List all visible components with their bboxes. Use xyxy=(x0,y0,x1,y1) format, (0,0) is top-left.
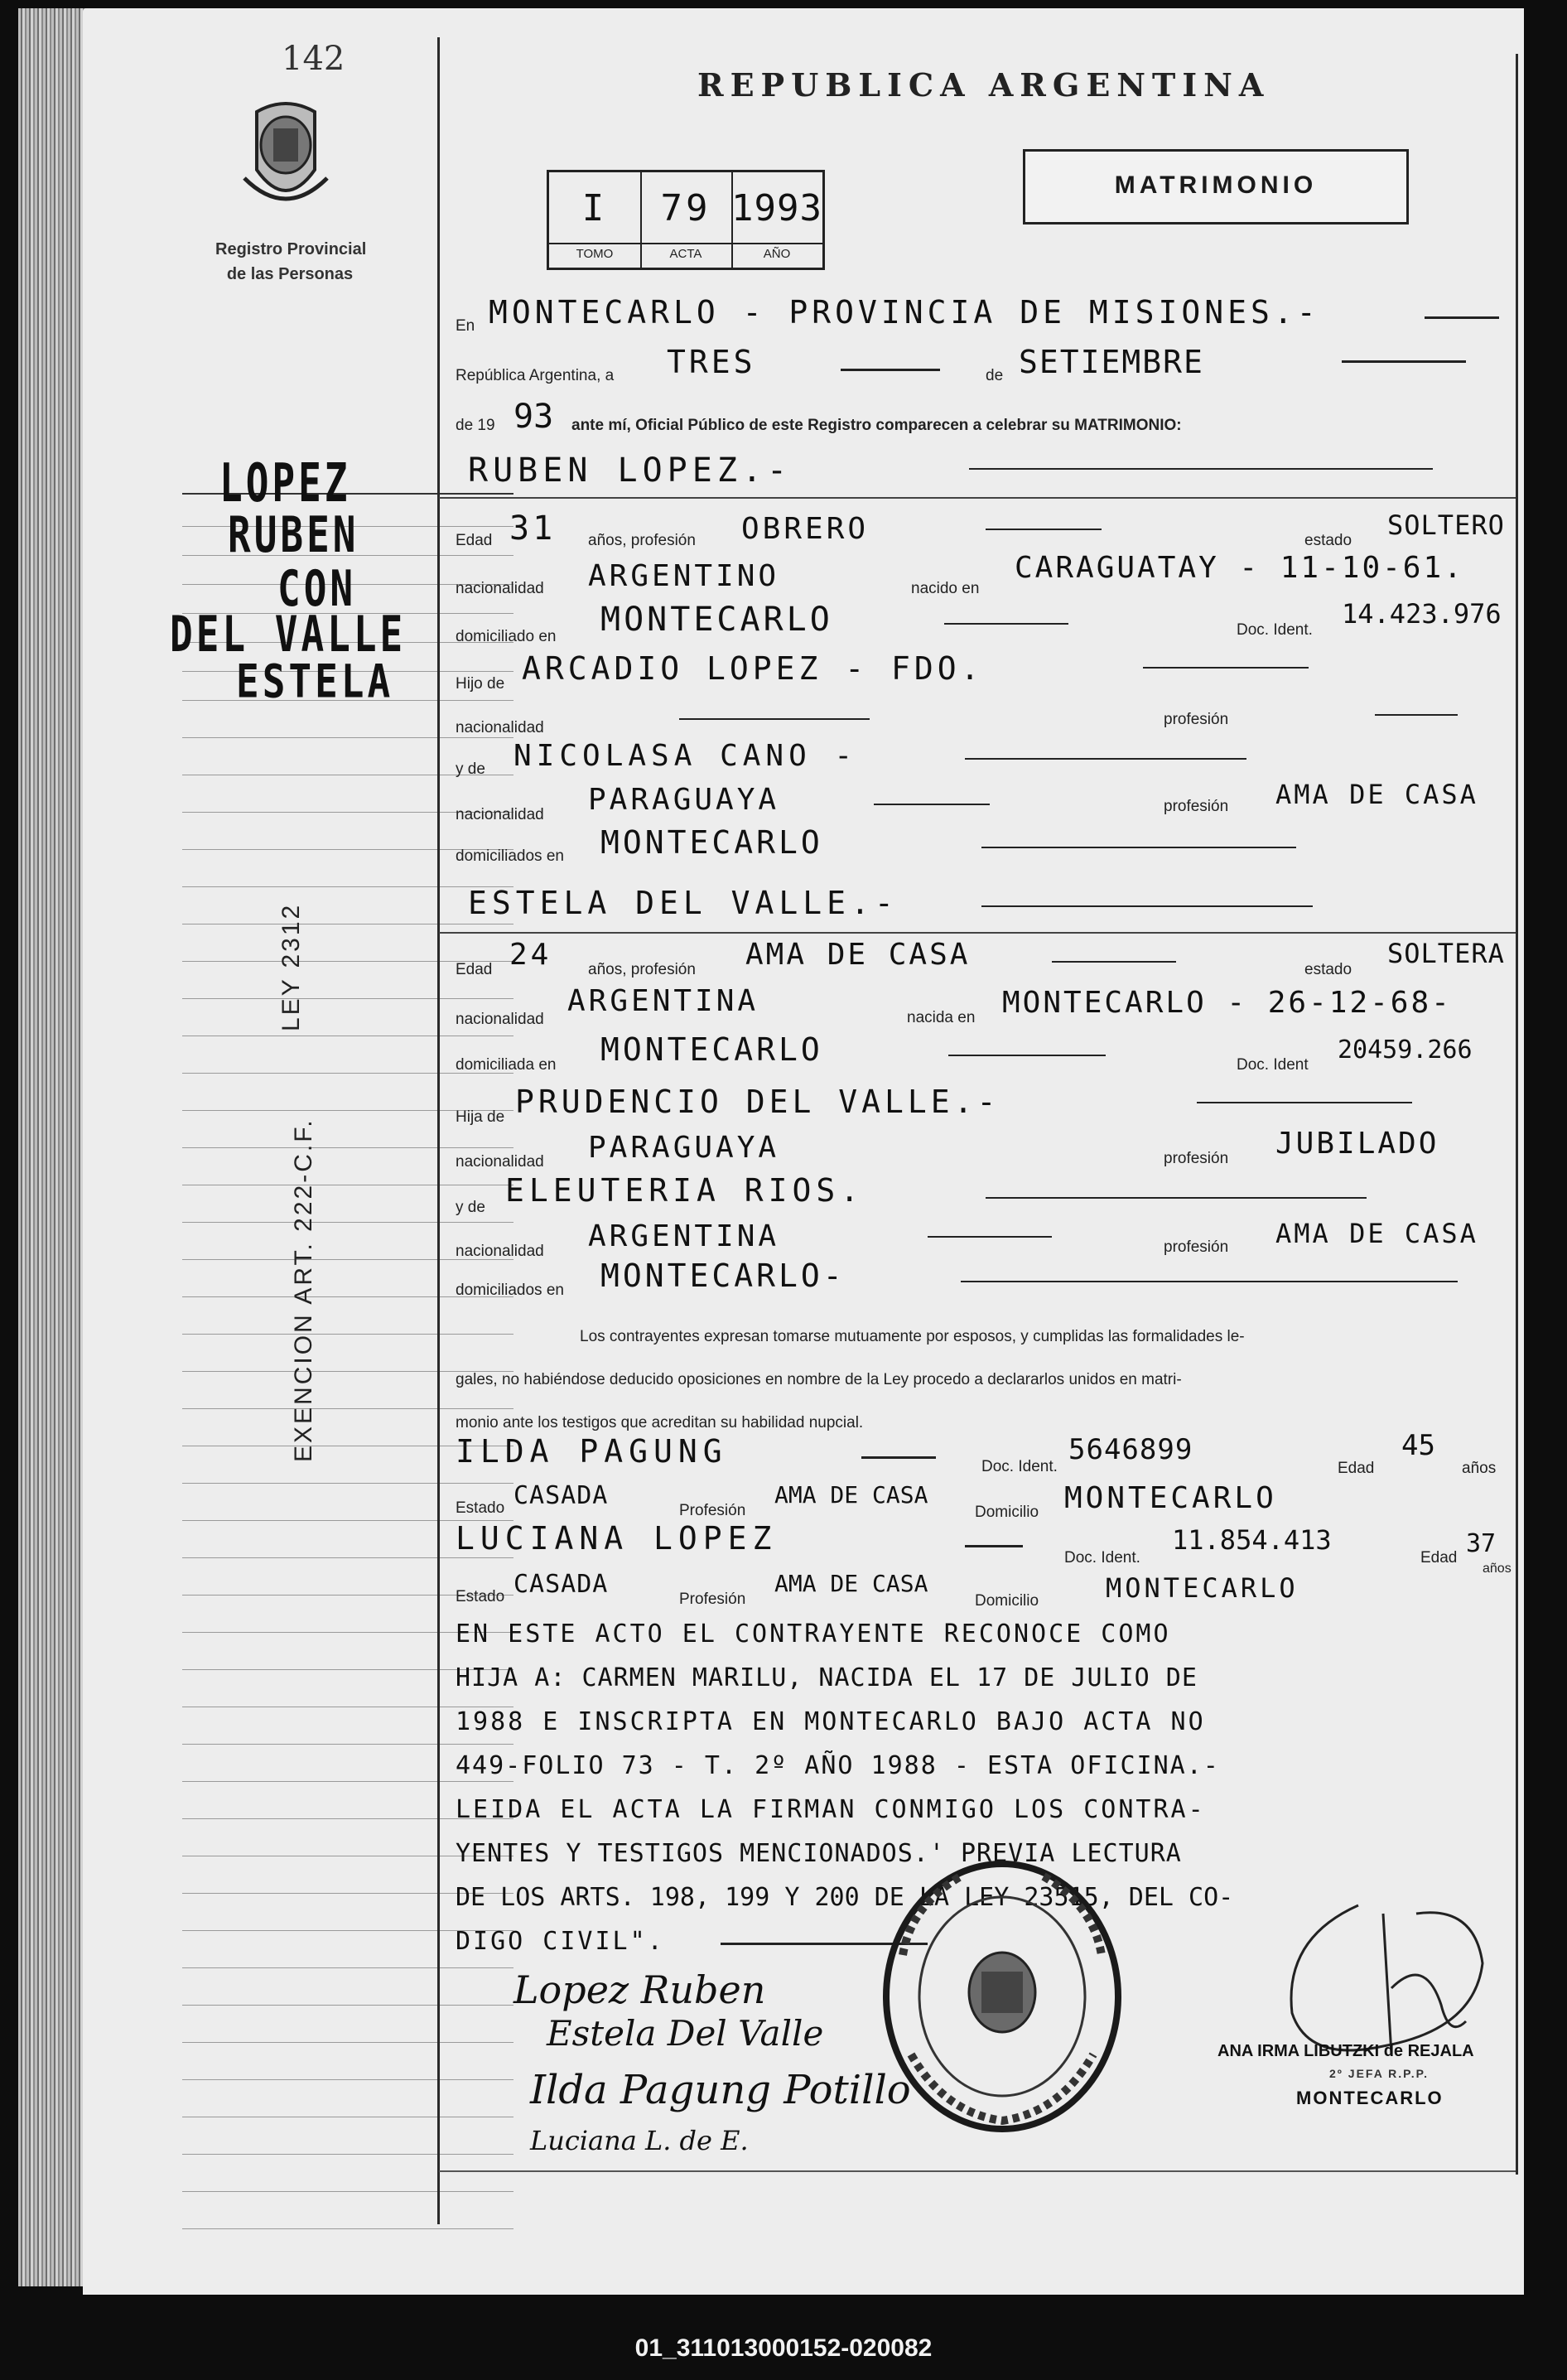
bride-label-nacida: nacida en xyxy=(907,1009,976,1026)
acta-label: ACTA xyxy=(669,247,702,261)
bride-profession: AMA DE CASA xyxy=(745,938,971,972)
witness1-label-profesion: Profesión xyxy=(679,1502,746,1519)
bride-label-doc: Doc. Ident xyxy=(1237,1056,1309,1074)
fill-dash xyxy=(1143,667,1309,669)
fill-dash xyxy=(965,1545,1023,1547)
bride-mother: ELEUTERIA RIOS. xyxy=(505,1172,865,1209)
witness2-age: 37 xyxy=(1466,1529,1497,1558)
groom-label-doc: Doc. Ident. xyxy=(1237,621,1313,639)
groom-birthplace: CARAGUATAY - 11-10-61. xyxy=(1015,551,1464,585)
registry-ref-table xyxy=(547,170,825,270)
witness2-doc-id: 11.854.413 xyxy=(1172,1524,1332,1556)
fill-dash xyxy=(861,1456,936,1459)
day-value: TRES xyxy=(667,344,756,380)
margin-rule xyxy=(182,1557,513,1558)
scan-code-footer: 01_311013000152-020082 xyxy=(634,2334,933,2362)
margin-rule xyxy=(182,2042,513,2043)
bride-label-domicilio: domiciliada en xyxy=(456,1056,557,1074)
label-year-prefix: de 19 xyxy=(456,417,495,434)
bride-label-father-nat: nacionalidad xyxy=(456,1153,544,1171)
label-rest: ante mí, Oficial Público de este Registro comparecen a celebrar su MATRIMONIO: xyxy=(571,417,1182,434)
bride-label-nacionalidad: nacionalidad xyxy=(456,1011,544,1028)
groom-name: RUBEN LOPEZ.- xyxy=(468,451,793,490)
witness2-civil-state: CASADA xyxy=(513,1570,609,1599)
bride-doc-id: 20459.266 xyxy=(1338,1036,1473,1064)
document-page xyxy=(83,8,1524,2295)
bride-label-mother-nat: nacionalidad xyxy=(456,1243,544,1260)
margin-rule xyxy=(182,1744,513,1745)
bride-father: PRUDENCIO DEL VALLE.- xyxy=(515,1084,1000,1120)
fill-dash xyxy=(986,1197,1367,1199)
groom-label-y-de: y de xyxy=(456,760,485,778)
official-city: MONTECARLO xyxy=(1296,2088,1444,2108)
groom-nationality: ARGENTINO xyxy=(588,559,780,593)
fill-dash xyxy=(928,1236,1052,1238)
anio-label: AÑO xyxy=(763,247,791,261)
bride-label-hija: Hija de xyxy=(456,1108,505,1126)
folio-number: 142 xyxy=(282,40,345,78)
bride-father-nationality: PARAGUAYA xyxy=(588,1131,780,1165)
groom-label-edad: Edad xyxy=(456,532,493,549)
note-line5: LEIDA EL ACTA LA FIRMAN CONMIGO LOS CONTRA- xyxy=(456,1795,1206,1824)
bride-nationality: ARGENTINA xyxy=(567,984,759,1018)
margin-rule xyxy=(182,998,513,999)
fill-dash xyxy=(1425,316,1499,319)
fill-dash xyxy=(679,718,870,720)
groom-label-father-nat: nacionalidad xyxy=(456,719,544,736)
margin-name-first: RUBEN xyxy=(228,505,359,564)
margin-rule xyxy=(182,1147,513,1148)
bride-label-y-de: y de xyxy=(456,1199,485,1216)
note-line6: YENTES Y TESTIGOS MENCIONADOS.' PREVIA LECTURA xyxy=(456,1839,1182,1868)
bottom-rule xyxy=(439,2170,1516,2172)
witness2-label-doc: Doc. Ident. xyxy=(1064,1549,1140,1567)
act-type-box xyxy=(1023,149,1409,224)
groom-label-nacido: nacido en xyxy=(911,580,980,597)
bride-mother-profession: AMA DE CASA xyxy=(1275,1218,1478,1249)
margin-rule xyxy=(182,1781,513,1782)
bride-name: ESTELA DEL VALLE.- xyxy=(468,885,899,921)
section-rule xyxy=(439,932,1516,934)
margin-rule xyxy=(182,886,513,887)
witness1-age: 45 xyxy=(1401,1429,1435,1462)
margin-name-bride-first: ESTELA xyxy=(236,654,394,708)
groom-age: 31 xyxy=(509,509,557,548)
fill-dash xyxy=(874,804,990,805)
groom-label-hijo: Hijo de xyxy=(456,675,505,693)
fill-dash xyxy=(981,847,1296,848)
witness2-domicile: MONTECARLO xyxy=(1106,1572,1299,1604)
groom-doc-id: 14.423.976 xyxy=(1342,598,1502,630)
fill-dash xyxy=(965,758,1246,760)
signature-witness1: Ilda Pagung Potillo xyxy=(530,2067,911,2113)
tomo-label: TOMO xyxy=(576,247,614,261)
margin-name-bride-surname: DEL VALLE xyxy=(170,605,407,664)
declaration-line3: monio ante los testigos que acreditan su habilidad nupcial. xyxy=(456,1414,864,1431)
margin-rule xyxy=(182,2228,513,2229)
margin-rule xyxy=(182,2079,513,2080)
witness2-label-domicilio: Domicilio xyxy=(975,1592,1039,1610)
official-title: 2º JEFA R.P.P. xyxy=(1329,2067,1430,2080)
margin-rule xyxy=(182,2154,513,2155)
label-de: de xyxy=(986,367,1004,384)
margin-rule xyxy=(182,2005,513,2006)
witness1-label-anos: años xyxy=(1462,1460,1497,1477)
fill-dash xyxy=(841,369,940,371)
witness2-label-estado: Estado xyxy=(456,1588,505,1605)
margin-rule xyxy=(182,737,513,738)
groom-label-parents-dom: domiciliados en xyxy=(456,847,564,865)
groom-mother-nationality: PARAGUAYA xyxy=(588,783,780,817)
margin-name-con: CON xyxy=(277,559,357,618)
groom-civil-state: SOLTERO xyxy=(1387,509,1505,541)
fill-dash xyxy=(969,468,1433,470)
margin-rule xyxy=(182,1222,513,1223)
acta-value: 79 xyxy=(660,187,711,229)
fill-dash xyxy=(948,1055,1106,1056)
stamp-line2: EXENCION ART. 222-C.F. xyxy=(290,1118,317,1462)
witness2-label-profesion: Profesión xyxy=(679,1591,746,1608)
groom-parents-domicile: MONTECARLO xyxy=(600,824,823,861)
margin-rule xyxy=(182,1408,513,1409)
groom-label-mother-prof: profesión xyxy=(1164,798,1229,815)
fill-dash xyxy=(1375,714,1458,716)
bride-parents-domicile: MONTECARLO- xyxy=(600,1258,846,1294)
signature-bride: Estela Del Valle xyxy=(547,2013,824,2054)
note-line3: 1988 E INSCRIPTA EN MONTECARLO BAJO ACTA NO xyxy=(456,1707,1206,1736)
anio-value: 1993 xyxy=(731,187,822,229)
fill-dash xyxy=(961,1281,1458,1282)
right-border xyxy=(1516,54,1518,2175)
note-line2: HIJA A: CARMEN MARILU, NACIDA EL 17 DE JULIO DE xyxy=(456,1663,1198,1692)
official-name: ANA IRMA LIBUTZKI de REJALA xyxy=(1217,2042,1474,2060)
bride-label-profesion: años, profesión xyxy=(588,961,696,978)
fill-dash xyxy=(981,905,1313,907)
official-seal-icon xyxy=(878,1856,1126,2137)
witness1-domicile: MONTECARLO xyxy=(1064,1481,1277,1515)
note-line4: 449-FOLIO 73 - T. 2º AÑO 1988 - ESTA OFICINA.- xyxy=(456,1751,1220,1780)
country-header: REPUBLICA ARGENTINA xyxy=(697,66,1270,104)
signature-groom: Lopez Ruben xyxy=(513,1967,766,2012)
witness1-label-domicilio: Domicilio xyxy=(975,1504,1039,1521)
witness1-label-edad: Edad xyxy=(1338,1460,1375,1477)
registry-line1: Registro Provincial xyxy=(215,240,367,258)
bride-age: 24 xyxy=(509,938,552,972)
bride-birthplace: MONTECARLO - 26-12-68- xyxy=(1002,986,1452,1020)
bride-civil-state: SOLTERA xyxy=(1387,938,1505,969)
groom-mother-profession: AMA DE CASA xyxy=(1275,779,1478,810)
groom-label-profesion: años, profesión xyxy=(588,532,696,549)
place-value: MONTECARLO - PROVINCIA DE MISIONES.- xyxy=(489,294,1320,331)
fill-dash xyxy=(944,623,1068,625)
groom-label-father-prof: profesión xyxy=(1164,711,1229,728)
label-en: En xyxy=(456,317,475,335)
groom-mother: NICOLASA CANO - xyxy=(513,739,858,773)
margin-rule xyxy=(182,1483,513,1484)
registry-line2: de las Personas xyxy=(226,265,354,283)
act-type: MATRIMONIO xyxy=(1114,171,1318,199)
declaration-line1: Los contrayentes expresan tomarse mutuamente por esposos, y cumplidas las formalidades le- xyxy=(580,1328,1245,1345)
year-suffix: 93 xyxy=(513,398,554,436)
bride-mother-nationality: ARGENTINA xyxy=(588,1219,780,1253)
groom-label-mother-nat: nacionalidad xyxy=(456,806,544,823)
label-republica: República Argentina, a xyxy=(456,367,615,384)
note-line7: DE LOS ARTS. 198, 199 Y 200 DE LA LEY 23515, DEL CO- xyxy=(456,1883,1234,1912)
witness2-label-edad: Edad xyxy=(1420,1549,1458,1567)
witness2-profession: AMA DE CASA xyxy=(774,1570,928,1597)
witness1-label-estado: Estado xyxy=(456,1499,505,1517)
note-line1: EN ESTE ACTO EL CONTRAYENTE RECONOCE COMO xyxy=(456,1620,1171,1649)
witness2-name: LUCIANA LOPEZ xyxy=(456,1520,778,1557)
groom-label-domicilio: domiciliado en xyxy=(456,628,557,645)
margin-rule xyxy=(182,2191,513,2192)
witness2-label-anos: años xyxy=(1483,1562,1512,1576)
bride-label-mother-prof: profesión xyxy=(1164,1238,1229,1256)
stamp-line1: LEY 2312 xyxy=(277,902,305,1031)
margin-name-surname: LOPEZ xyxy=(219,451,351,514)
book-page-edges xyxy=(18,8,88,2286)
groom-label-estado: estado xyxy=(1304,532,1352,549)
bride-label-edad: Edad xyxy=(456,961,493,978)
note-line8: DIGO CIVIL". xyxy=(456,1927,665,1956)
bride-domicile: MONTECARLO xyxy=(600,1031,823,1068)
coat-of-arms-icon xyxy=(240,95,331,220)
witness1-label-doc: Doc. Ident. xyxy=(981,1458,1058,1475)
witness1-name: ILDA PAGUNG xyxy=(456,1433,728,1470)
fill-dash xyxy=(986,529,1102,530)
column-divider xyxy=(437,37,440,2224)
margin-rule xyxy=(182,1334,513,1335)
fill-dash xyxy=(1342,360,1466,363)
groom-domicile: MONTECARLO xyxy=(600,601,833,639)
witness1-civil-state: CASADA xyxy=(513,1481,609,1510)
groom-father: ARCADIO LOPEZ - FDO. xyxy=(522,650,984,687)
fill-dash xyxy=(1197,1102,1412,1103)
fill-dash xyxy=(1052,961,1176,963)
bride-label-parents-dom: domiciliados en xyxy=(456,1282,564,1299)
groom-profession: OBRERO xyxy=(741,512,870,546)
declaration-line2: gales, no habiéndose deducido oposiciones en nombre de la Ley procedo a declararlos unidos en matri- xyxy=(456,1371,1182,1388)
section-rule xyxy=(439,497,1516,499)
signature-witness2: Luciana L. de E. xyxy=(530,2125,749,2156)
tomo-value: I xyxy=(581,187,608,229)
bride-father-profession: JUBILADO xyxy=(1275,1127,1439,1161)
witness1-doc-id: 5646899 xyxy=(1068,1433,1193,1466)
bride-label-father-prof: profesión xyxy=(1164,1150,1229,1167)
groom-label-nacionalidad: nacionalidad xyxy=(456,580,544,597)
month-value: SETIEMBRE xyxy=(1019,344,1204,380)
margin-rule xyxy=(182,1967,513,1968)
bride-label-estado: estado xyxy=(1304,961,1352,978)
witness1-profession: AMA DE CASA xyxy=(774,1481,928,1509)
